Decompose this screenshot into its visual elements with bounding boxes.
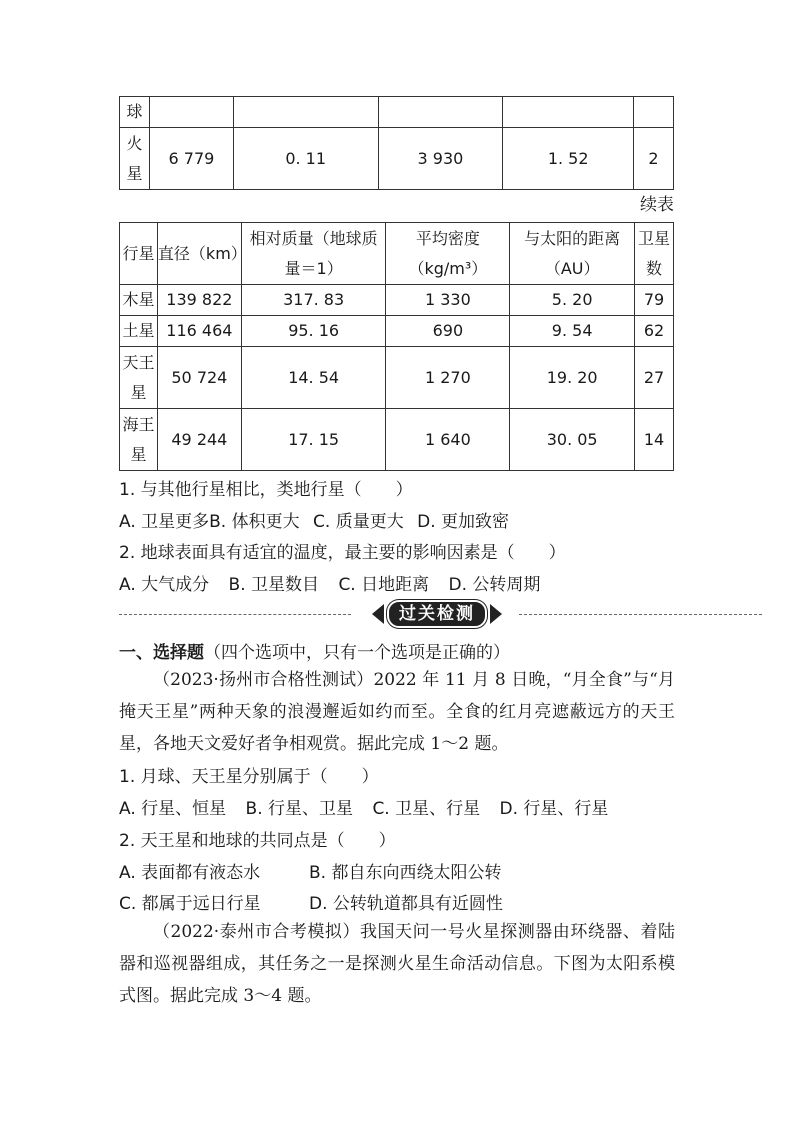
option-a[interactable]: A. 卫星更多	[119, 512, 210, 532]
section-note: （四个选项中，只有一个选项是正确的）	[204, 643, 510, 663]
planet-cell: 球	[120, 97, 150, 128]
option-a[interactable]: A. 表面都有液态水	[119, 863, 261, 883]
header-planet: 行星	[120, 223, 158, 285]
option-b[interactable]: B. 都自东向西绕太阳公转	[309, 863, 502, 883]
section-title: 一、选择题	[119, 643, 204, 663]
option-b[interactable]: B. 行星、卫星	[245, 799, 354, 819]
question-2-stem: 2. 天王星和地球的共同点是（ ）	[119, 831, 396, 851]
option-a[interactable]: A. 大气成分	[119, 575, 210, 595]
question-1-options	[119, 794, 608, 819]
section-divider	[119, 604, 762, 624]
continued-table-label: 续表	[640, 195, 674, 215]
question-1-stem: 1. 与其他行星相比，类地行星（ ）	[119, 480, 413, 500]
arrow-left-icon	[372, 604, 384, 624]
option-c[interactable]: C. 都属于远日行星	[119, 894, 261, 914]
table-row	[120, 97, 674, 128]
header-density: 平均密度（kg/m³）	[386, 223, 510, 285]
arrow-right-icon	[490, 604, 502, 624]
option-d[interactable]: D. 更加致密	[417, 512, 510, 532]
planet-table-continued-top	[119, 96, 674, 190]
mass-cell: 0. 11	[233, 128, 378, 190]
option-a[interactable]: A. 行星、恒星	[119, 799, 227, 819]
header-diameter: 直径（km）	[157, 223, 241, 285]
option-b[interactable]: B. 体积更大	[209, 512, 300, 532]
satellites-cell: 2	[634, 128, 674, 190]
table-row: 土星 116 464 95. 16 690 9. 54 62	[120, 316, 674, 347]
passage-2: （2022·泰州市合考模拟）我国天问一号火星探测器由环绕器、着陆器和巡视器组成，其任务之一是探测火星生命活动信息。下图为太阳系模式图。据此完成 3～4 题。	[119, 922, 675, 1006]
diameter-cell: 6 779	[149, 128, 233, 190]
table-header-row	[120, 223, 674, 285]
question-2-stem: 2. 地球表面具有适宜的温度，最主要的影响因素是（ ）	[119, 543, 566, 563]
option-c[interactable]: C. 质量更大	[313, 512, 404, 532]
question-2-options-row2	[119, 889, 503, 914]
density-cell: 3 930	[378, 128, 503, 190]
planet-cell: 天王星	[120, 347, 158, 409]
question-2-options-row1	[119, 858, 501, 883]
section-heading	[119, 638, 510, 663]
planet-cell: 木星	[120, 285, 158, 316]
distance-cell: 1. 52	[503, 128, 634, 190]
planet-cell: 土星	[120, 316, 158, 347]
question-2-options	[119, 570, 540, 595]
passage-1: （2023·扬州市合格性测试）2022 年 11 月 8 日晚，“月全食”与“月掩天王星”两种天象的浪漫邂逅如约而至。全食的红月亮遮蔽远方的天王星，各地天文爱好者争相观赏。据此完成 1～2 题。	[119, 670, 675, 754]
banner	[363, 602, 511, 626]
option-d[interactable]: D. 行星、行星	[499, 799, 609, 819]
banner-title: 过关检测	[387, 600, 487, 628]
option-c[interactable]: C. 日地距离	[338, 575, 430, 595]
header-distance: 与太阳的距离（AU）	[510, 223, 635, 285]
table-row: 海王星 49 244 17. 15 1 640 30. 05 14	[120, 409, 674, 471]
planet-cell: 海王星	[120, 409, 158, 471]
option-d[interactable]: D. 公转周期	[448, 575, 541, 595]
header-satellites: 卫星数	[635, 223, 674, 285]
table-row	[120, 128, 674, 190]
header-mass: 相对质量（地球质量＝1）	[241, 223, 386, 285]
planet-cell: 火星	[120, 128, 150, 190]
table-row: 木星 139 822 317. 83 1 330 5. 20 79	[120, 285, 674, 316]
dashed-rule-right	[519, 614, 762, 615]
option-c[interactable]: C. 卫星、行星	[372, 799, 481, 819]
option-d[interactable]: D. 公转轨道都具有近圆性	[309, 894, 503, 914]
option-b[interactable]: B. 卫星数目	[228, 575, 320, 595]
question-1-stem: 1. 月球、天王星分别属于（ ）	[119, 767, 379, 787]
table-row: 天王星 50 724 14. 54 1 270 19. 20 27	[120, 347, 674, 409]
planet-data-table	[119, 222, 674, 471]
dashed-rule-left	[119, 614, 351, 615]
question-1-options	[119, 507, 509, 532]
